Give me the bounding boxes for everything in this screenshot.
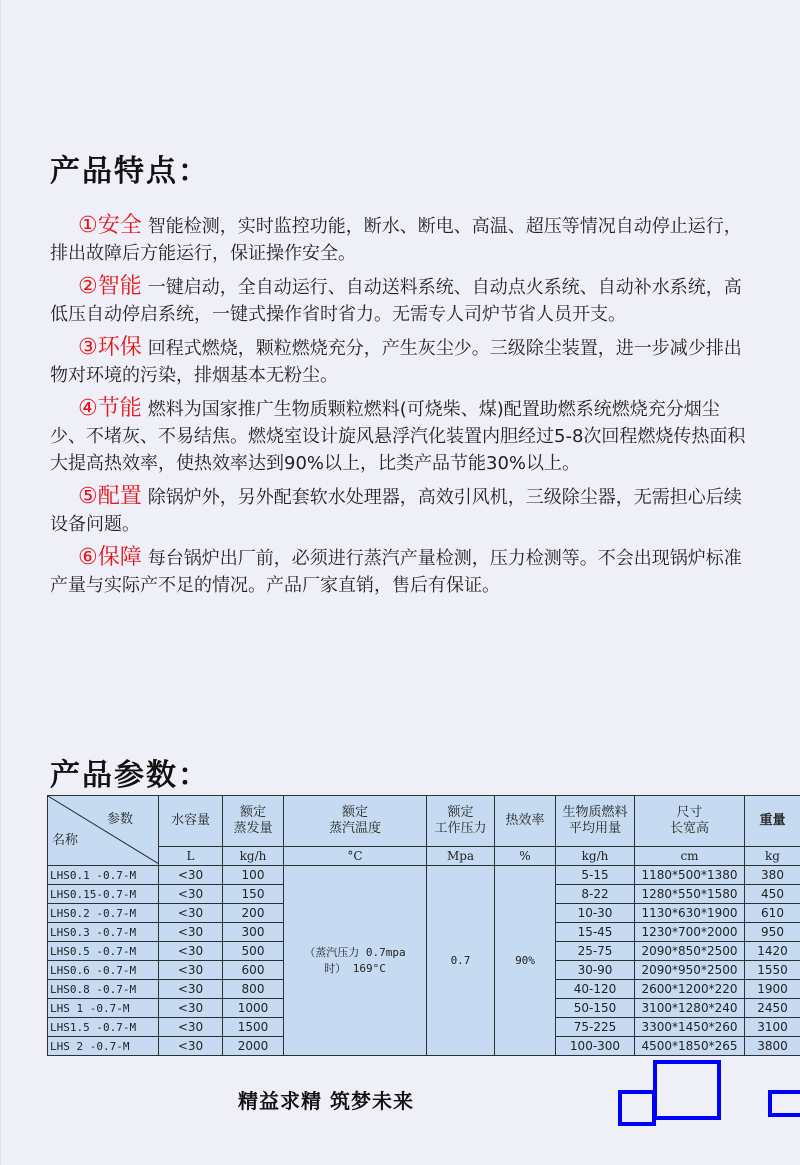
feature-item-eco: [50, 334, 750, 389]
weight-cell: 2450: [745, 999, 800, 1018]
table-row: [48, 866, 800, 885]
feature-text: 每台锅炉出厂前，必须进行蒸汽产量检测，压力检测等。不会出现锅炉标准产量与实际产不足的情况。产品厂家直销，售后有保证。: [50, 548, 742, 596]
weight-cell: 1550: [745, 961, 800, 980]
features-list: [50, 212, 750, 605]
features-title: 产品特点：: [50, 154, 210, 189]
unit-cell: %: [495, 847, 556, 866]
evaporation-cell: 2000: [223, 1037, 284, 1056]
water-capacity-cell: <30: [159, 904, 223, 923]
model-name-cell: LHS0.2 -0.7-M: [48, 904, 159, 923]
evaporation-cell: 300: [223, 923, 284, 942]
table-header-row: [48, 796, 800, 847]
fuel-consumption-cell: 15-45: [556, 923, 635, 942]
evaporation-cell: 100: [223, 866, 284, 885]
dimensions-cell: 1180*500*1380: [635, 866, 745, 885]
feature-item-safety: [50, 212, 750, 267]
weight-cell: 3100: [745, 1018, 800, 1037]
diagonal-line: [48, 796, 159, 864]
decorative-square-right: [768, 1090, 800, 1117]
water-capacity-cell: <30: [159, 1018, 223, 1037]
dimensions-cell: 1130*630*1900: [635, 904, 745, 923]
dimensions-cell: 2600*1200*220: [635, 980, 745, 999]
unit-cell: °C: [284, 847, 427, 866]
header-water-capacity: 水容量: [159, 796, 223, 847]
feature-text: 一键启动，全自动运行、自动送料系统、自动点火系统、自动补水系统，高低压自动停启系统，一键式操作省时省力。无需专人司炉节省人员开支。: [50, 277, 742, 325]
weight-cell: 1900: [745, 980, 800, 999]
model-name-cell: LHS0.6 -0.7-M: [48, 961, 159, 980]
table-body: [48, 866, 800, 1056]
dimensions-cell: 4500*1850*265: [635, 1037, 745, 1056]
evaporation-cell: 600: [223, 961, 284, 980]
page-left-edge: [0, 0, 1, 1165]
decorative-square-large: [653, 1060, 721, 1120]
model-name-cell: LHS0.1 -0.7-M: [48, 866, 159, 885]
feature-tag: ①安全: [78, 213, 142, 238]
header-thermal-efficiency: 热效率: [495, 796, 556, 847]
merged-steam-temp-cell: （蒸汽压力 0.7mpa时） 169°C: [284, 866, 427, 1056]
dimensions-cell: 1280*550*1580: [635, 885, 745, 904]
water-capacity-cell: <30: [159, 980, 223, 999]
water-capacity-cell: <30: [159, 1037, 223, 1056]
fuel-consumption-cell: 10-30: [556, 904, 635, 923]
merged-pressure-cell: 0.7: [427, 866, 495, 1056]
model-name-cell: LHS0.8 -0.7-M: [48, 980, 159, 999]
feature-tag: ④节能: [78, 396, 142, 421]
model-name-cell: LHS0.15-0.7-M: [48, 885, 159, 904]
fuel-consumption-cell: 100-300: [556, 1037, 635, 1056]
header-fuel-consumption: 生物质燃料 平均用量: [556, 796, 635, 847]
weight-cell: 450: [745, 885, 800, 904]
water-capacity-cell: <30: [159, 999, 223, 1018]
evaporation-cell: 500: [223, 942, 284, 961]
feature-item-energy: [50, 395, 750, 477]
feature-text: 除锅炉外，另外配套软水处理器，高效引风机，三级除尘器，无需担心后续设备问题。: [50, 487, 742, 535]
dimensions-cell: 1230*700*2000: [635, 923, 745, 942]
feature-item-smart: [50, 273, 750, 328]
unit-cell: L: [159, 847, 223, 866]
evaporation-cell: 1500: [223, 1018, 284, 1037]
water-capacity-cell: <30: [159, 961, 223, 980]
dimensions-cell: 2090*950*2500: [635, 961, 745, 980]
decorative-square-small: [618, 1090, 656, 1126]
dimensions-cell: 2090*850*2500: [635, 942, 745, 961]
feature-text: 燃料为国家推广生物质颗粒燃料(可烧柴、煤)配置助燃系统燃烧充分烟尘少、不堵灰、不易结焦。燃烧室设计旋风悬浮汽化装置内胆经过5-8次回程燃烧传热面积大提高热效率，使热效率达到90%以上，比类产品节能30%以上。: [50, 399, 746, 474]
unit-cell: kg: [745, 847, 800, 866]
header-dimensions: 尺寸 长宽高: [635, 796, 745, 847]
feature-tag: ⑤配置: [78, 484, 142, 509]
evaporation-cell: 150: [223, 885, 284, 904]
fuel-consumption-cell: 5-15: [556, 866, 635, 885]
feature-item-guarantee: [50, 544, 750, 599]
model-name-cell: LHS0.5 -0.7-M: [48, 942, 159, 961]
weight-cell: 3800: [745, 1037, 800, 1056]
feature-tag: ③环保: [78, 335, 142, 360]
unit-cell: kg/h: [556, 847, 635, 866]
header-weight: 重量: [745, 796, 800, 847]
model-name-cell: LHS 1 -0.7-M: [48, 999, 159, 1018]
fuel-consumption-cell: 25-75: [556, 942, 635, 961]
corner-label-name: 名称: [52, 833, 79, 848]
evaporation-cell: 1000: [223, 999, 284, 1018]
fuel-consumption-cell: 30-90: [556, 961, 635, 980]
header-rated-pressure: 额定 工作压力: [427, 796, 495, 847]
feature-text: 智能检测，实时监控功能，断水、断电、高温、超压等情况自动停止运行，排出故障后方能运行，保证操作安全。: [50, 216, 742, 264]
corner-header: [48, 796, 159, 866]
params-table: [47, 795, 800, 1056]
dimensions-cell: 3100*1280*240: [635, 999, 745, 1018]
evaporation-cell: 800: [223, 980, 284, 999]
fuel-consumption-cell: 75-225: [556, 1018, 635, 1037]
unit-cell: Mpa: [427, 847, 495, 866]
fuel-consumption-cell: 40-120: [556, 980, 635, 999]
water-capacity-cell: <30: [159, 923, 223, 942]
table-unit-row: [48, 847, 800, 866]
model-name-cell: LHS1.5 -0.7-M: [48, 1018, 159, 1037]
model-name-cell: LHS 2 -0.7-M: [48, 1037, 159, 1056]
slogan: 精益求精 筑梦未来: [238, 1089, 414, 1113]
feature-tag: ②智能: [78, 274, 142, 299]
water-capacity-cell: <30: [159, 866, 223, 885]
dimensions-cell: 3300*1450*260: [635, 1018, 745, 1037]
weight-cell: 610: [745, 904, 800, 923]
corner-label-params: 参数: [106, 812, 133, 827]
fuel-consumption-cell: 50-150: [556, 999, 635, 1018]
feature-item-config: [50, 483, 750, 538]
header-rated-evaporation: 额定 蒸发量: [223, 796, 284, 847]
model-name-cell: LHS0.3 -0.7-M: [48, 923, 159, 942]
weight-cell: 1420: [745, 942, 800, 961]
fuel-consumption-cell: 8-22: [556, 885, 635, 904]
unit-cell: kg/h: [223, 847, 284, 866]
params-title: 产品参数：: [50, 758, 210, 793]
header-rated-steam-temp: 额定 蒸汽温度: [284, 796, 427, 847]
unit-cell: cm: [635, 847, 745, 866]
feature-tag: ⑥保障: [78, 545, 142, 570]
water-capacity-cell: <30: [159, 942, 223, 961]
merged-efficiency-cell: 90%: [495, 866, 556, 1056]
evaporation-cell: 200: [223, 904, 284, 923]
water-capacity-cell: <30: [159, 885, 223, 904]
weight-cell: 950: [745, 923, 800, 942]
feature-text: 回程式燃烧，颗粒燃烧充分，产生灰尘少。三级除尘装置，进一步减少排出物对环境的污染，排烟基本无粉尘。: [50, 338, 742, 386]
weight-cell: 380: [745, 866, 800, 885]
